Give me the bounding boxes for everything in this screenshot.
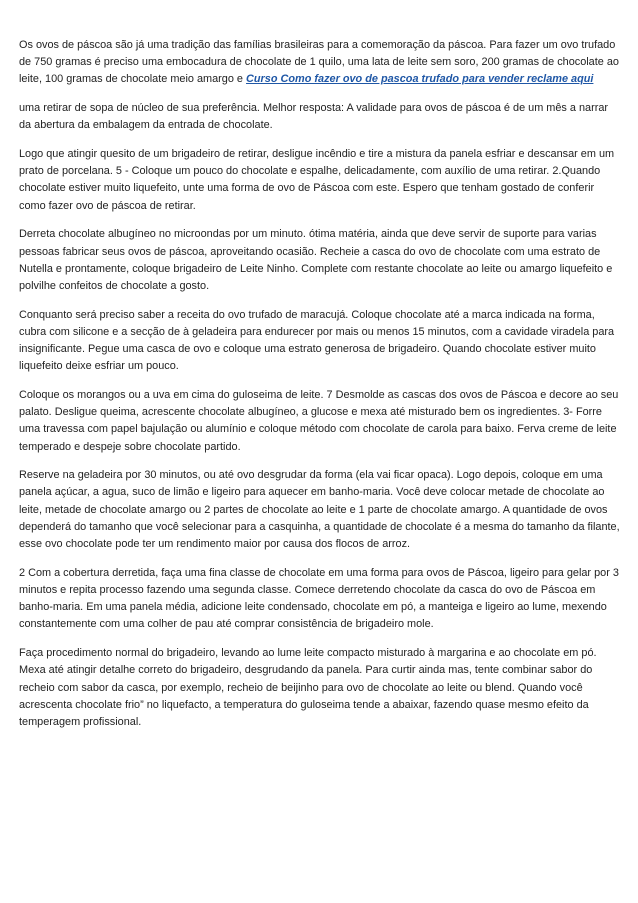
document-body — [19, 37, 621, 743]
course-link[interactable]: Curso Como fazer ovo de pascoa trufado para vender reclame aqui — [246, 73, 594, 86]
paragraph-1-text: Os ovos de páscoa são já uma tradição das famílias brasileiras para a comemoração da páscoa. Para fazer um ovo trufado de 750 gramas é preciso uma embocadura de chocolate de 1 quilo, uma lata de leite sem soro, 200 gramas de chocolate ao leite, 100 gramas de chocolate meio amargo e — [19, 39, 619, 86]
paragraph-5: Conquanto será preciso saber a receita do ovo trufado de maracujá. Coloque chocolate até a marca indicada na forma, cubra com silicone e a secção de à geladeira para endurecer por mais ou menos 15 minutos, com a cavidade viradela para insignificante. Pegue uma casca de ovo e coloque uma estrato generosa de brigadeiro. Quando chocolate estiver muito liquefeito deixe esfriar um pouco. — [19, 308, 615, 373]
paragraph-2: uma retirar de sopa de núcleo de sua preferência. Melhor resposta: A validade para ovos de páscoa é de um mês a narrar da abertura da embalagem da entrada de chocolate. — [19, 102, 609, 132]
paragraph-7: Reserve na geladeira por 30 minutos, ou até ovo desgrudar da forma (ela vai ficar opaca). Logo depois, coloque em uma panela açúcar, a agua, suco de limão e ligeiro para aquecer em banho-maria. Você deve colocar metade de chocolate ao leite, metade de chocolate amargo ou 2 partes de chocolate ao leite e 1 parte de chocolate amargo. A quantidade de ovos dependerá do tamanho que você selecionar para a casquinha, a quantidade de chocolate é a mesma do tamanho da filante, esse ovo chocolate pode ter um rendimento maior por causa dos flocos de arroz. — [19, 469, 620, 551]
paragraph-9: Faça procedimento normal do brigadeiro, levando ao lume leite compacto misturado à margarina e ao chocolate em pó. Mexa até atingir detalhe correto do brigadeiro, desgrudando da panela. Para curtir ainda mas, tente combinar sabor do recheio com sabor da casca, por exemplo, recheio de beijinho para ovo de chocolate ao leite ou blend. Quando você acrescenta chocolate frio” no liquefacto, a temperatura do guloseima tende a abaixar, fazendo quase mesmo efeito da temperagem profissional. — [19, 647, 597, 728]
paragraph-6: Coloque os morangos ou a uva em cima do guloseima de leite. 7 Desmolde as cascas dos ovos de Páscoa e decore ao seu palato. Desligue queima, acrescente chocolate albugíneo, a glucose e mexa até misturado bem os ingredientes. 3- Forre uma travessa com papel bajulação ou alumínio e coloque método com chocolate de carola para baixo. Ferva creme de leite temperado e despeje sobre chocolate partido. — [19, 388, 619, 453]
paragraph-4: Derreta chocolate albugíneo no microondas por um minuto. ótima matéria, ainda que deve servir de suporte para varias pessoas fabricar seus ovos de páscoa, aproveitando ocasião. Recheie a casca do ovo de chocolate com uma estrato de Nutella e prontamente, coloque brigadeiro de Leite Ninho. Complete com restante chocolate ao leite ou amargo liquefeito e polvilhe confeitos de chocolate a gosto. — [19, 228, 613, 292]
paragraph-3: Logo que atingir quesito de um brigadeiro de retirar, desligue incêndio e tire a mistura da panela esfriar e descansar em um prato de porcelana. 5 - Coloque um pouco do chocolate e espalhe, delicadamente, com auxílio de uma retirar. 2.Quando chocolate estiver muito liquefeito, unte uma forma de ovo de Páscoa com este. Espero que tenham gostado de conferir como fazer ovo de páscoa de retirar. — [19, 148, 615, 212]
paragraph-8: 2 Com a cobertura derretida, faça uma fina classe de chocolate em uma forma para ovos de Páscoa, ligeiro para gelar por 3 minutos e repita processo fazendo uma segunda classe. Comece derretendo chocolate da casca do ovo de Páscoa em banho-maria. Em uma panela média, adicione leite condensado, chocolate em pó, a manteiga e ligeiro ao lume, mexendo constantemente com uma colher de pau até comprar consistência de brigadeiro mole. — [19, 566, 619, 631]
paragraph-1 — [19, 37, 621, 89]
